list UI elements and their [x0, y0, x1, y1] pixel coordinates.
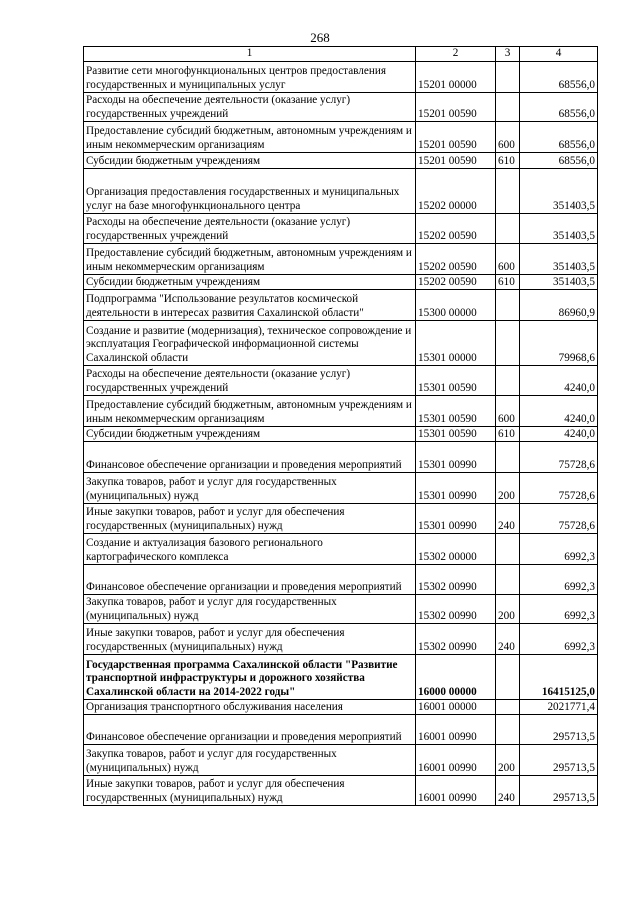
row-vr-cell	[496, 93, 520, 122]
table-row	[84, 275, 598, 290]
row-name-cell: Иные закупки товаров, работ и услуг для обеспечения государственных (муниципальных) нужд	[84, 624, 416, 655]
row-name-cell: Расходы на обеспечение деятельности (оказание услуг) государственных учреждений	[84, 366, 416, 396]
row-code-cell: 15202 00590	[416, 244, 496, 275]
row-code-cell: 15301 00990	[416, 442, 496, 473]
row-name-cell: Закупка товаров, работ и услуг для государственных (муниципальных) нужд	[84, 473, 416, 504]
row-sum-cell: 79968,6	[520, 321, 598, 366]
row-vr-cell: 200	[496, 473, 520, 504]
table-row	[84, 321, 598, 366]
row-code-cell: 15301 00590	[416, 427, 496, 442]
row-name-cell: Иные закупки товаров, работ и услуг для обеспечения государственных (муниципальных) нужд	[84, 776, 416, 806]
table-row	[84, 504, 598, 534]
row-name-cell: Расходы на обеспечение деятельности (оказание услуг) государственных учреждений	[84, 93, 416, 122]
row-code-cell: 15201 00590	[416, 153, 496, 169]
row-sum-cell: 4240,0	[520, 366, 598, 396]
row-vr-cell	[496, 214, 520, 244]
row-vr-cell	[496, 62, 520, 93]
table-row	[84, 366, 598, 396]
row-code-cell: 15201 00590	[416, 122, 496, 153]
row-sum-cell: 68556,0	[520, 122, 598, 153]
row-sum-cell: 75728,6	[520, 504, 598, 534]
row-name-cell: Организация предоставления государственных и муниципальных услуг на базе многофункционального центра	[84, 169, 416, 214]
row-name-cell: Расходы на обеспечение деятельности (оказание услуг) государственных учреждений	[84, 214, 416, 244]
row-vr-cell	[496, 715, 520, 745]
row-sum-cell: 86960,9	[520, 290, 598, 321]
row-sum-cell: 4240,0	[520, 396, 598, 427]
row-name-cell: Финансовое обеспечение организации и проведения мероприятий	[84, 715, 416, 745]
row-sum-cell: 6992,3	[520, 534, 598, 565]
row-sum-cell: 68556,0	[520, 62, 598, 93]
row-name-cell: Предоставление субсидий бюджетным, автономным учреждениям и иным некоммерческим организациям	[84, 396, 416, 427]
row-name-cell: Государственная программа Сахалинской области "Развитие транспортной инфраструктуры и дорожного хозяйства Сахалинской области на 2014-2022 годы"	[84, 655, 416, 700]
row-sum-cell: 68556,0	[520, 93, 598, 122]
row-code-cell: 16001 00990	[416, 776, 496, 806]
row-vr-cell	[496, 290, 520, 321]
row-code-cell: 16001 00990	[416, 715, 496, 745]
table-row	[84, 62, 598, 93]
budget-table	[83, 46, 598, 806]
row-vr-cell	[496, 565, 520, 595]
row-name-cell: Создание и развитие (модернизация), техническое сопровождение и эксплуатация Географической информационной системы Сахалинской области	[84, 321, 416, 366]
table-row	[84, 169, 598, 214]
row-vr-cell: 600	[496, 122, 520, 153]
table-row	[84, 776, 598, 806]
row-name-cell: Развитие сети многофункциональных центров предоставления государственных и муниципальных услуг	[84, 62, 416, 93]
table-row	[84, 244, 598, 275]
row-sum-cell: 4240,0	[520, 427, 598, 442]
row-vr-cell	[496, 366, 520, 396]
row-vr-cell: 240	[496, 504, 520, 534]
row-vr-cell: 610	[496, 275, 520, 290]
row-name-cell: Предоставление субсидий бюджетным, автономным учреждениям и иным некоммерческим организациям	[84, 244, 416, 275]
row-code-cell: 15302 00990	[416, 624, 496, 655]
row-vr-cell	[496, 655, 520, 700]
row-vr-cell: 200	[496, 745, 520, 776]
table-row	[84, 595, 598, 624]
row-name-cell: Предоставление субсидий бюджетным, автономным учреждениям и иным некоммерческим организациям	[84, 122, 416, 153]
row-sum-cell: 351403,5	[520, 169, 598, 214]
table-row	[84, 442, 598, 473]
row-code-cell: 16001 00000	[416, 700, 496, 715]
row-vr-cell	[496, 700, 520, 715]
header-col-2: 2	[416, 47, 496, 62]
row-sum-cell: 75728,6	[520, 473, 598, 504]
row-vr-cell	[496, 534, 520, 565]
row-vr-cell: 610	[496, 427, 520, 442]
table-row	[84, 153, 598, 169]
table-row	[84, 624, 598, 655]
row-sum-cell: 6992,3	[520, 624, 598, 655]
table-row	[84, 214, 598, 244]
row-sum-cell: 16415125,0	[520, 655, 598, 700]
table-row	[84, 534, 598, 565]
row-name-cell: Субсидии бюджетным учреждениям	[84, 153, 416, 169]
table-header-row	[84, 47, 598, 62]
row-name-cell: Организация транспортного обслуживания населения	[84, 700, 416, 715]
table-row	[84, 396, 598, 427]
row-code-cell: 15301 00990	[416, 504, 496, 534]
row-sum-cell: 68556,0	[520, 153, 598, 169]
row-code-cell: 15302 00000	[416, 534, 496, 565]
row-vr-cell: 240	[496, 776, 520, 806]
header-col-4: 4	[520, 47, 598, 62]
row-name-cell: Финансовое обеспечение организации и проведения мероприятий	[84, 565, 416, 595]
row-code-cell: 15301 00590	[416, 396, 496, 427]
table-row	[84, 427, 598, 442]
row-vr-cell	[496, 169, 520, 214]
table-body	[84, 62, 598, 806]
table-row	[84, 655, 598, 700]
row-sum-cell: 295713,5	[520, 776, 598, 806]
row-code-cell: 15301 00590	[416, 366, 496, 396]
row-code-cell: 15302 00990	[416, 595, 496, 624]
row-code-cell: 15201 00590	[416, 93, 496, 122]
row-name-cell: Закупка товаров, работ и услуг для государственных (муниципальных) нужд	[84, 595, 416, 624]
row-name-cell: Иные закупки товаров, работ и услуг для обеспечения государственных (муниципальных) нужд	[84, 504, 416, 534]
row-sum-cell: 295713,5	[520, 745, 598, 776]
header-col-1: 1	[84, 47, 416, 62]
row-sum-cell: 351403,5	[520, 214, 598, 244]
row-code-cell: 15301 00990	[416, 473, 496, 504]
row-sum-cell: 6992,3	[520, 565, 598, 595]
row-code-cell: 16001 00990	[416, 745, 496, 776]
table-row	[84, 122, 598, 153]
row-vr-cell: 600	[496, 396, 520, 427]
row-name-cell: Подпрограмма "Использование результатов космической деятельности в интересах развития Сахалинской области"	[84, 290, 416, 321]
row-vr-cell: 610	[496, 153, 520, 169]
table-row	[84, 745, 598, 776]
table-row	[84, 565, 598, 595]
row-vr-cell	[496, 442, 520, 473]
row-sum-cell: 2021771,4	[520, 700, 598, 715]
row-code-cell: 15201 00000	[416, 62, 496, 93]
header-col-3: 3	[496, 47, 520, 62]
row-code-cell: 16000 00000	[416, 655, 496, 700]
table-row	[84, 473, 598, 504]
row-vr-cell: 600	[496, 244, 520, 275]
table-row	[84, 700, 598, 715]
page-number: 268	[310, 30, 330, 45]
table-row	[84, 715, 598, 745]
row-vr-cell: 240	[496, 624, 520, 655]
row-name-cell: Субсидии бюджетным учреждениям	[84, 275, 416, 290]
table-row	[84, 290, 598, 321]
row-name-cell: Создание и актуализация базового регионального картографического комплекса	[84, 534, 416, 565]
row-vr-cell	[496, 321, 520, 366]
row-code-cell: 15202 00590	[416, 275, 496, 290]
row-sum-cell: 351403,5	[520, 275, 598, 290]
row-vr-cell: 200	[496, 595, 520, 624]
row-sum-cell: 295713,5	[520, 715, 598, 745]
row-code-cell: 15300 00000	[416, 290, 496, 321]
row-sum-cell: 6992,3	[520, 595, 598, 624]
row-code-cell: 15202 00000	[416, 169, 496, 214]
row-code-cell: 15301 00000	[416, 321, 496, 366]
table-row	[84, 93, 598, 122]
row-name-cell: Финансовое обеспечение организации и проведения мероприятий	[84, 442, 416, 473]
row-sum-cell: 351403,5	[520, 244, 598, 275]
row-sum-cell: 75728,6	[520, 442, 598, 473]
row-code-cell: 15302 00990	[416, 565, 496, 595]
row-code-cell: 15202 00590	[416, 214, 496, 244]
row-name-cell: Субсидии бюджетным учреждениям	[84, 427, 416, 442]
row-name-cell: Закупка товаров, работ и услуг для государственных (муниципальных) нужд	[84, 745, 416, 776]
